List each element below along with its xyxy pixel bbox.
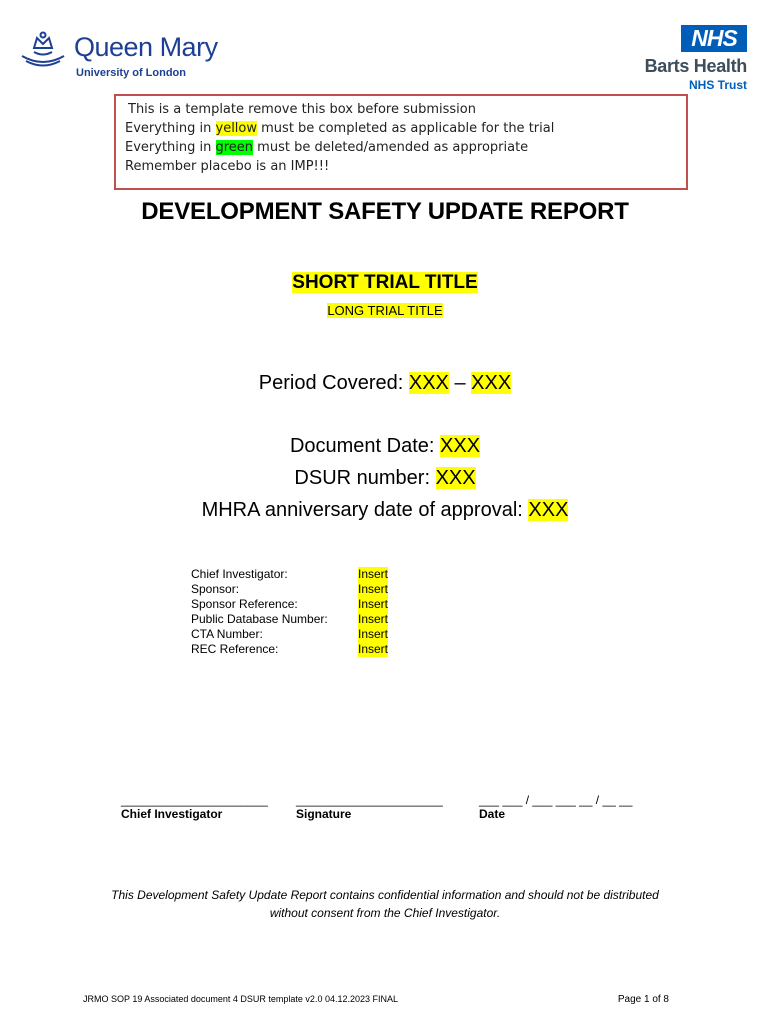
queen-mary-subtitle: University of London (76, 67, 186, 79)
short-trial-title-text: SHORT TRIAL TITLE (292, 272, 478, 293)
signature-label: Signature (296, 807, 352, 821)
dsur-number-label: DSUR number: (294, 467, 436, 489)
queen-mary-logo (20, 28, 220, 84)
chief-investigator-signature-field (121, 793, 268, 821)
detail-value: Insert (358, 612, 389, 626)
detail-value: Insert (358, 597, 389, 611)
detail-label: Chief Investigator: (191, 567, 288, 581)
green-highlight-word: green (215, 140, 254, 155)
detail-label: Public Database Number: (191, 612, 328, 626)
footer-document-reference: JRMO SOP 19 Associated document 4 DSUR template v2.0 04.12.2023 FINAL (83, 994, 398, 1004)
detail-value: Insert (358, 582, 389, 596)
document-date-value: XXX (440, 435, 481, 457)
crown-crest-icon (20, 30, 66, 70)
notice-line-1: This is a template remove this box before submission (128, 102, 476, 117)
notice-text: Everything in (125, 140, 216, 155)
nhs-trust-name: NHS Trust (688, 78, 747, 92)
nhs-org-name: Barts Health (644, 56, 747, 76)
detail-label: CTA Number: (191, 627, 263, 641)
short-trial-title (0, 272, 770, 294)
document-date-label: Document Date: (289, 435, 441, 457)
signature-line: ______________________ (296, 793, 443, 807)
period-from-value: XXX (408, 372, 449, 394)
chief-investigator-label: Chief Investigator (121, 807, 223, 821)
notice-line-2 (125, 119, 686, 138)
report-title: DEVELOPMENT SAFETY UPDATE REPORT (141, 198, 629, 225)
trial-details-list (191, 567, 389, 657)
detail-row (191, 597, 389, 612)
detail-row (191, 612, 389, 627)
period-label: Period Covered: (258, 372, 409, 394)
footer-page-number: Page 1 of 8 (617, 994, 669, 1005)
detail-row (191, 627, 389, 642)
detail-label: Sponsor: (191, 582, 240, 596)
detail-row (191, 642, 389, 657)
detail-row (191, 567, 389, 582)
queen-mary-name: Queen Mary (74, 32, 218, 62)
date-label: Date (479, 807, 506, 821)
notice-line-3 (125, 138, 686, 157)
period-covered (0, 372, 770, 395)
detail-value: Insert (358, 627, 389, 641)
notice-text: Everything in (125, 121, 216, 136)
date-line: ___ ___ / ___ ___ __ / __ __ (479, 793, 633, 807)
dsur-number (0, 467, 770, 490)
template-notice-box (114, 94, 688, 190)
yellow-highlight-word: yellow (215, 121, 258, 136)
detail-value: Insert (358, 567, 389, 581)
date-field (479, 793, 632, 821)
dsur-number-value: XXX (435, 467, 476, 489)
notice-line-4: Remember placebo is an IMP!!! (125, 159, 330, 174)
detail-label: REC Reference: (191, 642, 279, 656)
document-date (0, 435, 770, 458)
period-to-value: XXX (471, 372, 512, 394)
mhra-date-value: XXX (528, 499, 569, 521)
mhra-anniversary-date (0, 499, 770, 522)
notice-text: must be deleted/amended as appropriate (253, 140, 529, 155)
confidentiality-line-1: This Development Safety Update Report contains confidential information and should not be distributed (111, 888, 659, 902)
detail-label: Sponsor Reference: (191, 597, 298, 611)
detail-value: Insert (358, 642, 389, 656)
confidentiality-statement (0, 886, 770, 922)
mhra-date-label: MHRA anniversary date of approval: (201, 499, 529, 521)
notice-text: must be completed as applicable for the trial (257, 121, 555, 136)
confidentiality-line-2: without consent from the Chief Investigator. (269, 906, 501, 920)
period-separator: – (448, 372, 472, 394)
long-trial-title-text: LONG TRIAL TITLE (327, 303, 443, 318)
detail-row (191, 582, 389, 597)
signature-line: ______________________ (121, 793, 268, 807)
nhs-logo-badge: NHS (681, 25, 747, 52)
long-trial-title (0, 303, 770, 318)
signature-field (296, 793, 443, 821)
